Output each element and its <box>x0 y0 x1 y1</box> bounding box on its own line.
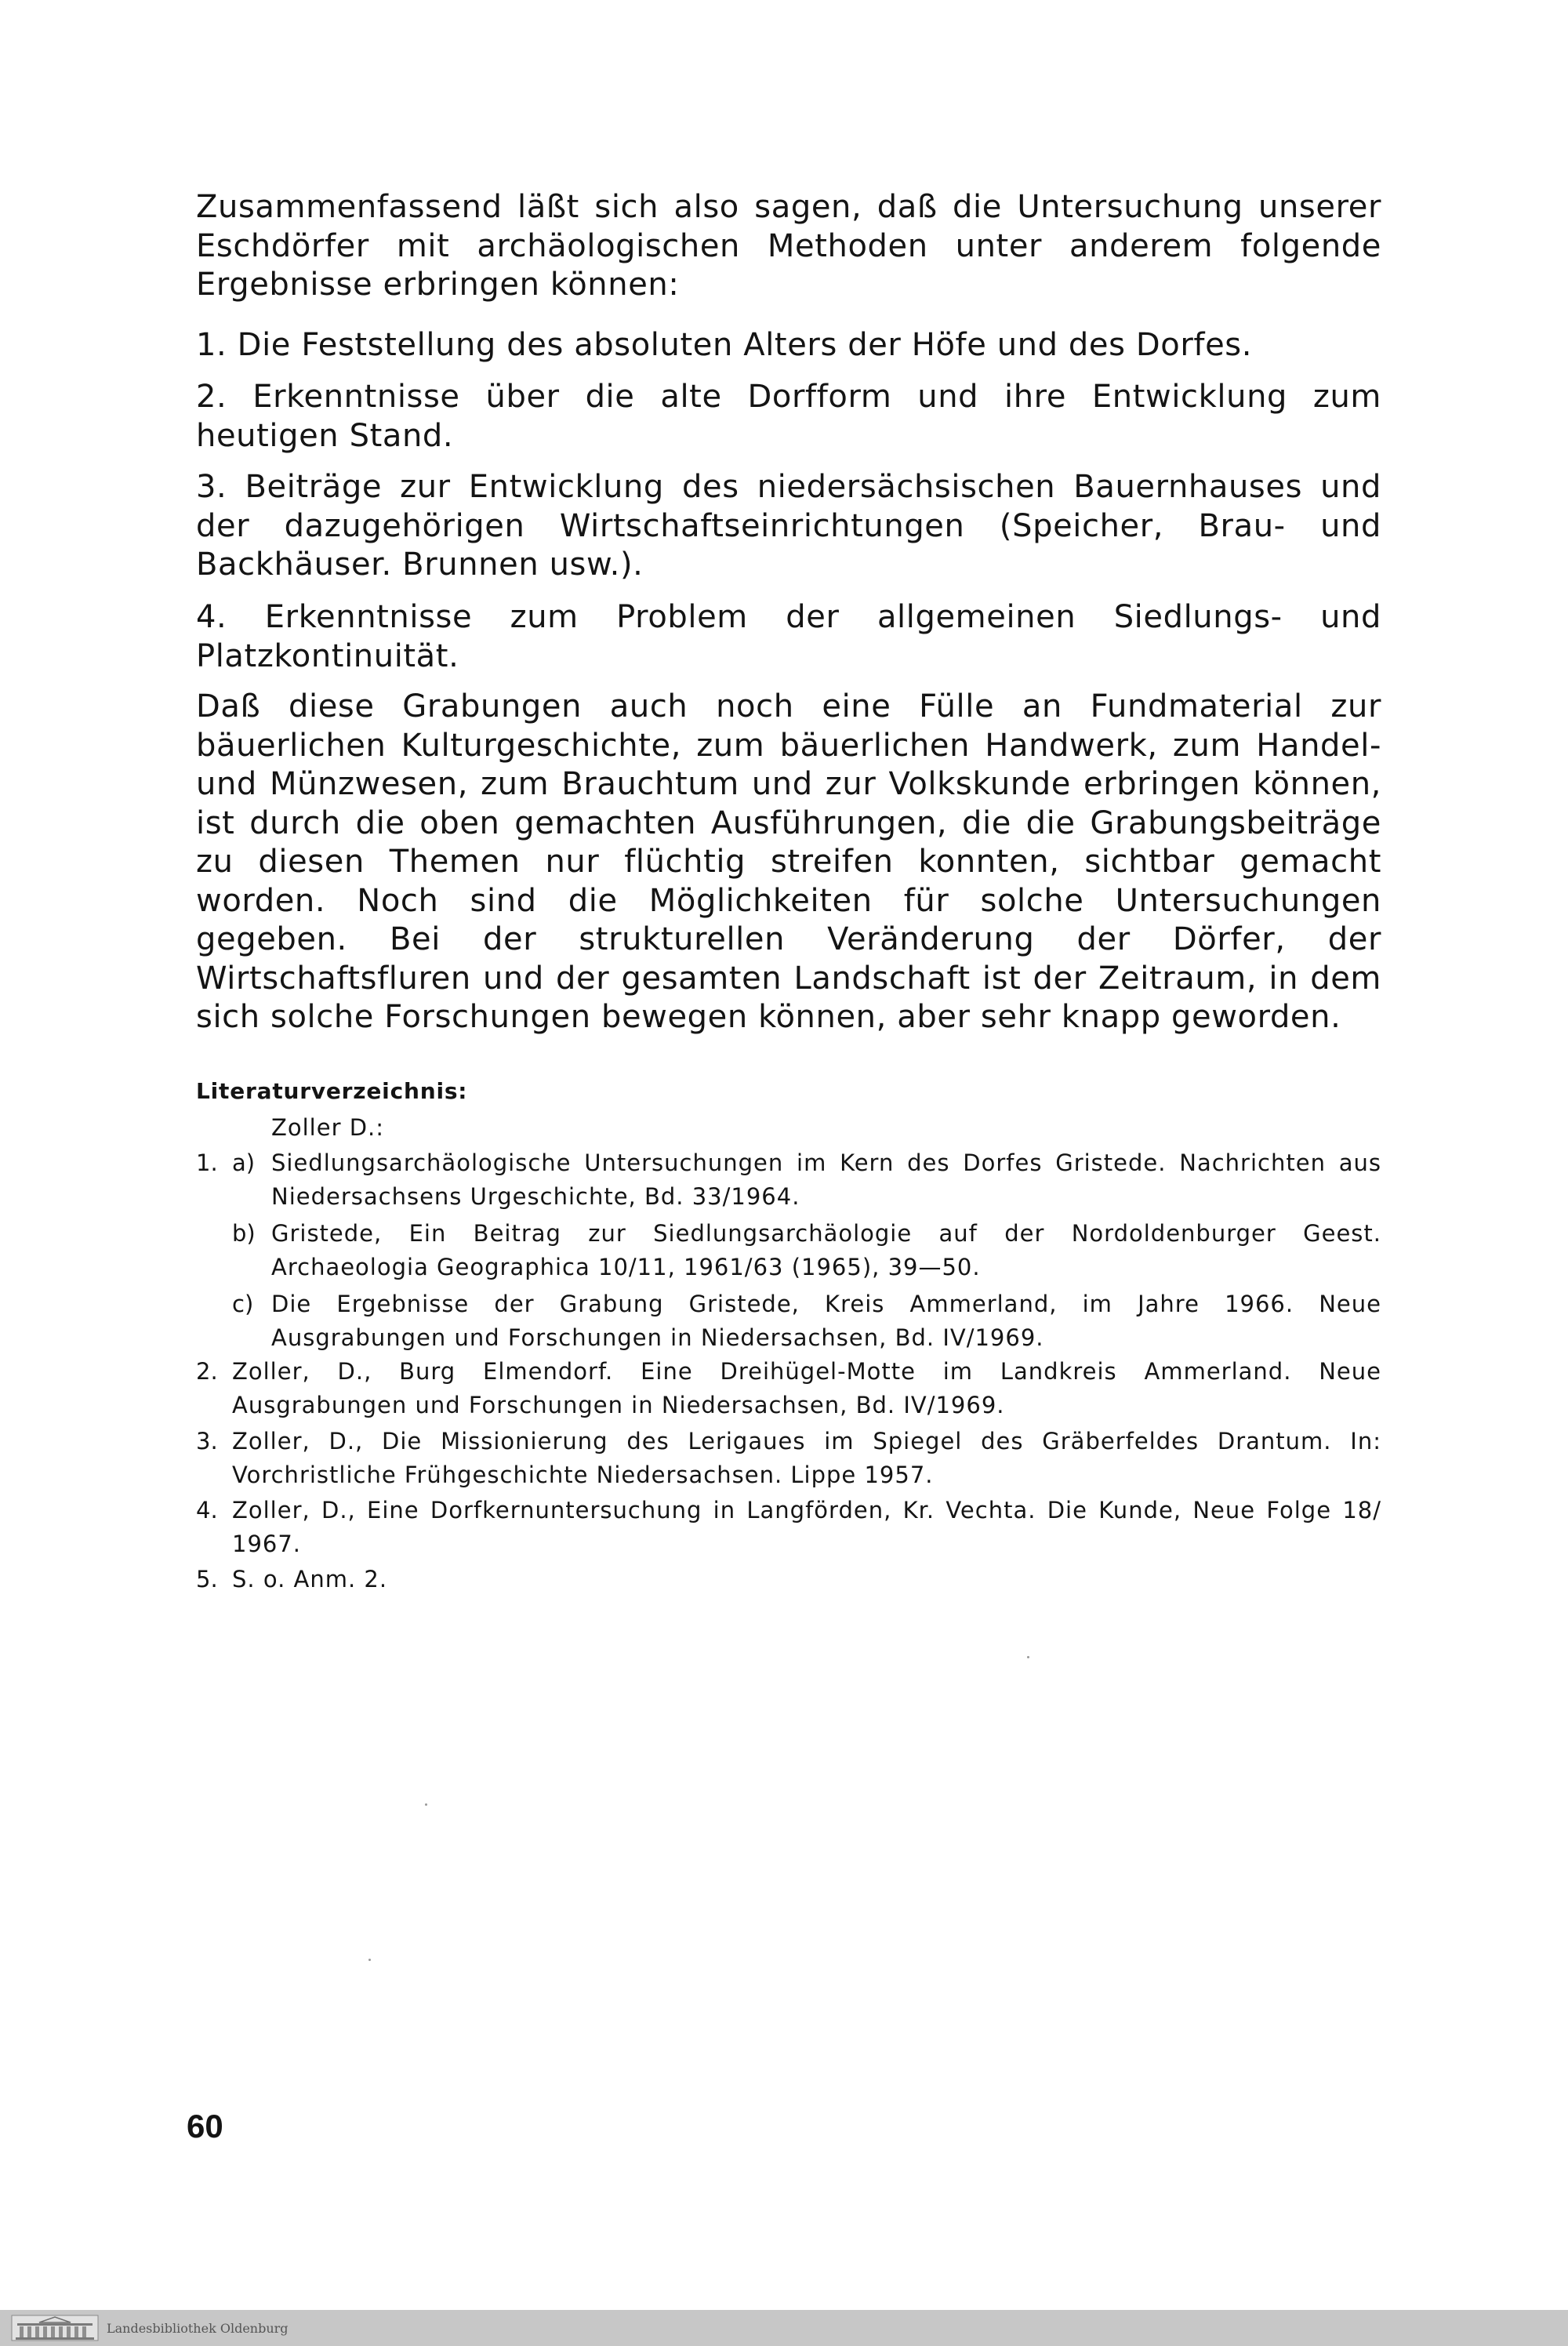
ref-2-number: 2. <box>196 1358 218 1385</box>
literature-heading: Literaturverzeichnis: <box>196 1078 468 1104</box>
conclusion-paragraph: Daß diese Grabungen auch noch eine Fülle an Fundmaterial zur bäuerlichen Kulturgeschichte, zum bäuerlichen Handwerk, zum Handel- und Münzwesen, zum Brauchtum und zur Volkskunde erbringen können, ist durch die oben gemachten Ausführungen, die die Grabungsbeiträge zu diesen Themen nur flüchtig streifen konnten, sichtbar gemacht worden. Noch sind die Möglichkeiten für solche Untersuchungen gegeben. Bei der strukturellen Veränderung der Dörfer, der Wirtschaftsfluren und der gesamten Landschaft ist der Zeitraum, in dem sich solche Forschungen bewegen können, aber sehr knapp geworden. <box>196 688 1381 1035</box>
library-building-icon <box>11 2315 99 2341</box>
scan-speck <box>1027 1656 1029 1658</box>
ref-4-number: 4. <box>196 1497 218 1523</box>
footer-library-name: Landesbibliothek Oldenburg <box>107 2321 289 2336</box>
ref-3-text: Zoller, D., Die Missionierung des Lerigaues im Spiegel des Gräberfeldes Drantum. In: Vorchristliche Frühgeschichte Niedersachsen. Lippe 1957. <box>232 1428 1381 1488</box>
ref-1a-text: Siedlungsarchäologische Untersuchungen im Kern des Dorfes Gristede. Nachrichten aus Niedersachsens Urgeschichte, Bd. 33/1964. <box>271 1149 1381 1210</box>
ref-2-text: Zoller, D., Burg Elmendorf. Eine Dreihügel-Motte im Landkreis Ammerland. Neue Ausgrabungen und Forschungen in Niedersachsen, Bd. IV/1969. <box>232 1358 1381 1418</box>
ref-1b-text: Gristede, Ein Beitrag zur Siedlungsarchäologie auf der Nordoldenburger Geest. Archaeologia Geographica 10/11, 1961/63 (1965), 39—50. <box>271 1220 1381 1280</box>
result-item-4: 4. Erkenntnisse zum Problem der allgemeinen Siedlungs- und Platzkontinuität. <box>196 599 1381 674</box>
result-item-3: 3. Beiträge zur Entwicklung des niedersächsischen Bauernhauses und der dazugehörigen Wirtschaftseinrichtungen (Speicher, Brau- und Backhäuser. Brunnen usw.). <box>196 469 1381 583</box>
ref-1-number: 1. <box>196 1149 218 1176</box>
ref-4-text: Zoller, D., Eine Dorfkernuntersuchung in Langförden, Kr. Vechta. Die Kunde, Neue Folge 18/ 1967. <box>232 1497 1381 1557</box>
scan-speck <box>425 1803 427 1806</box>
ref-5-number: 5. <box>196 1566 218 1592</box>
ref-5-text: S. o. Anm. 2. <box>232 1566 388 1592</box>
literature-author: Zoller D.: <box>271 1114 385 1141</box>
footer-bar <box>0 2310 1568 2346</box>
ref-1c-text: Die Ergebnisse der Grabung Gristede, Kreis Ammerland, im Jahre 1966. Neue Ausgrabungen und Forschungen in Niedersachsen, Bd. IV/1969. <box>271 1291 1381 1351</box>
ref-1a-label: a) <box>232 1149 256 1176</box>
scan-speck <box>368 1959 371 1961</box>
ref-3-number: 3. <box>196 1428 218 1454</box>
result-item-2: 2. Erkenntnisse über die alte Dorfform und ihre Entwicklung zum heutigen Stand. <box>196 379 1381 454</box>
ref-1b-label: b) <box>232 1220 256 1247</box>
ref-1c-label: c) <box>232 1291 254 1317</box>
page-number: 60 <box>187 2108 223 2144</box>
result-item-1: 1. Die Feststellung des absoluten Alters der Höfe und des Dorfes. <box>196 327 1253 363</box>
intro-paragraph: Zusammenfassend läßt sich also sagen, daß die Untersuchung unserer Eschdörfer mit archäologischen Methoden unter anderem folgende Ergebnisse erbringen können: <box>196 189 1381 303</box>
